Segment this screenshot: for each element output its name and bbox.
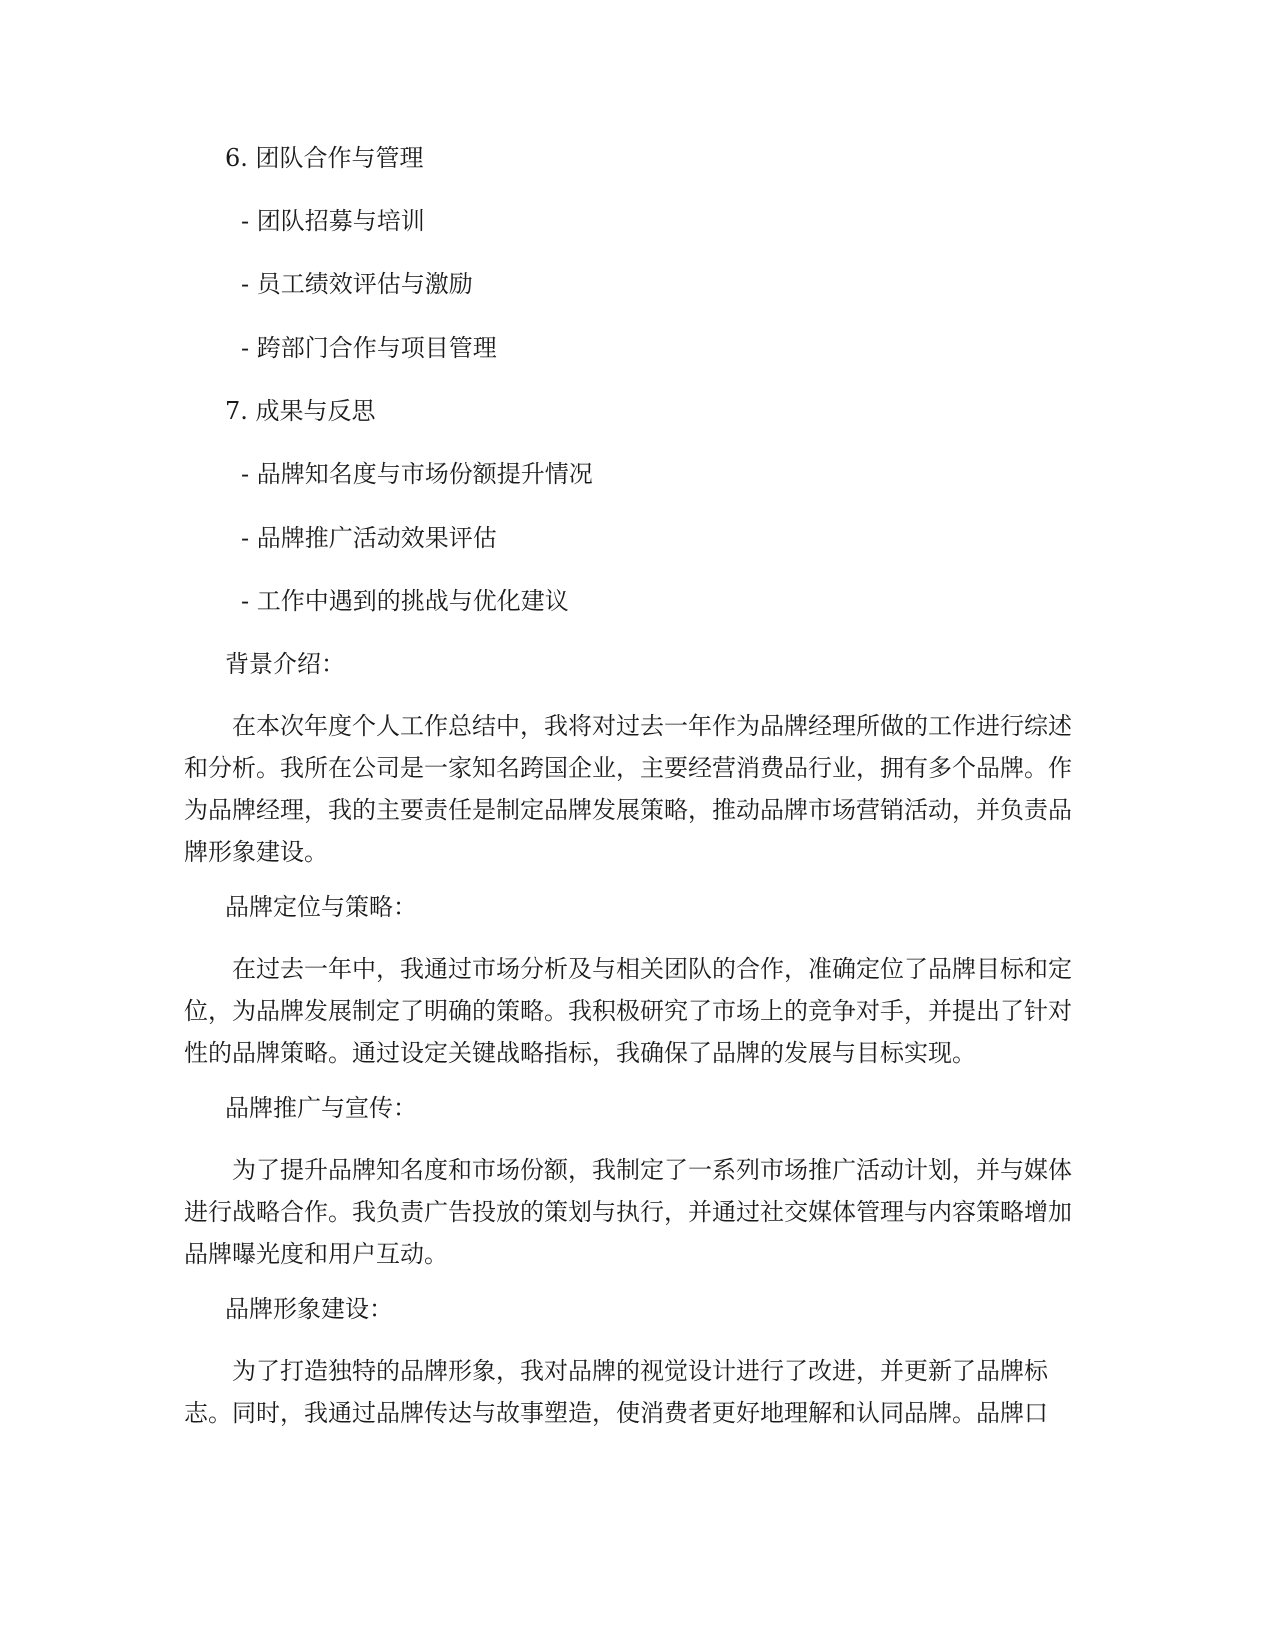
section-body-brand-image: 为了打造独特的品牌形象，我对品牌的视觉设计进行了改进，并更新了品牌标志。同时，我通过品牌传达与故事塑造，使消费者更好地理解和认同品牌。品牌口 [184,1357,1048,1427]
outline-item-awareness: - 品牌知名度与市场份额提升情况 [241,460,593,488]
section-heading-promotion: 品牌推广与宣传： [225,1094,417,1122]
outline-item-campaign-evaluation: - 品牌推广活动效果评估 [241,524,497,552]
section-body-promotion: 为了提升品牌知名度和市场份额，我制定了一系列市场推广活动计划，并与媒体进行战略合作。我负责广告投放的策划与执行，并通过社交媒体管理与内容策略增加品牌曝光度和用户互动。 [184,1156,1072,1268]
outline-item-recruitment: - 团队招募与培训 [241,207,425,235]
section-heading-brand-image: 品牌形象建设： [225,1295,393,1323]
section-heading-positioning: 品牌定位与策略： [225,893,417,921]
section-heading-background: 背景介绍： [225,650,345,678]
outline-item-challenges: - 工作中遇到的挑战与优化建议 [241,587,569,615]
outline-item-performance: - 员工绩效评估与激励 [241,270,473,298]
section-body-background: 在本次年度个人工作总结中，我将对过去一年作为品牌经理所做的工作进行综述和分析。我所在公司是一家知名跨国企业，主要经营消费品行业，拥有多个品牌。作为品牌经理，我的主要责任是制定品牌发展策略，推动品牌市场营销活动，并负责品牌形象建设。 [184,712,1072,866]
outline-heading-results: 7. 成果与反思 [225,397,376,425]
outline-item-cross-department: - 跨部门合作与项目管理 [241,334,497,362]
section-body-positioning: 在过去一年中，我通过市场分析及与相关团队的合作，准确定位了品牌目标和定位，为品牌发展制定了明确的策略。我积极研究了市场上的竞争对手，并提出了针对性的品牌策略。通过设定关键战略指标，我确保了品牌的发展与目标实现。 [184,955,1072,1067]
outline-heading-team-management: 6. 团队合作与管理 [225,144,424,172]
